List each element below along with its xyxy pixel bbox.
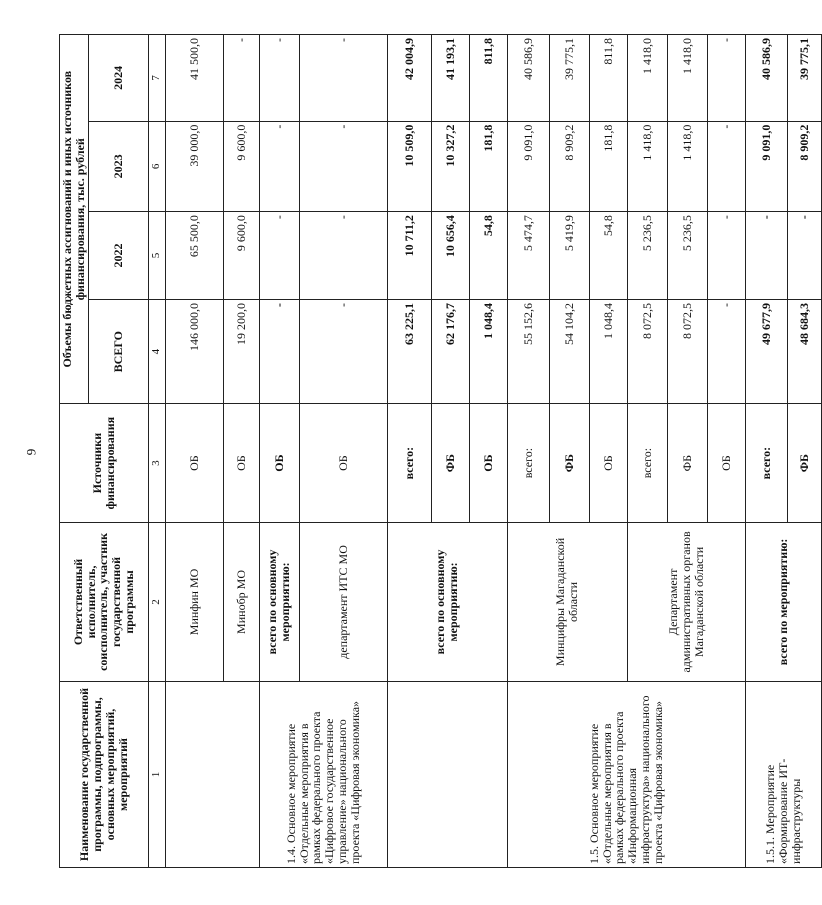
- header-volume: Объемы бюджетных ассигнований и иных источников финансирования, тыс. рублей: [60, 35, 89, 404]
- y2024-cell: 811,8: [589, 35, 627, 122]
- name-cell-empty: [387, 682, 507, 868]
- column-index: 3: [148, 404, 165, 522]
- total-cell: -: [707, 299, 745, 403]
- y2022-cell: 10 711,2: [387, 212, 431, 300]
- source-cell: ОБ: [259, 404, 299, 522]
- y2023-cell: 10 327,2: [431, 121, 469, 211]
- y2022-cell: 54,8: [469, 212, 507, 300]
- y2024-cell: 41 500,0: [165, 35, 223, 122]
- total-cell: 1 048,4: [469, 299, 507, 403]
- y2024-cell: 39 775,1: [549, 35, 589, 122]
- source-cell: ФБ: [549, 404, 589, 522]
- source-cell: ОБ: [223, 404, 259, 522]
- header-total: ВСЕГО: [88, 299, 148, 403]
- y2022-cell: -: [299, 212, 387, 300]
- table-row: [259, 35, 299, 868]
- y2024-cell: -: [707, 35, 745, 122]
- source-cell: всего:: [507, 404, 549, 522]
- source-cell: всего:: [627, 404, 667, 522]
- total-cell: -: [299, 299, 387, 403]
- executor-cell: Департамент административных органов Магаданской области: [627, 522, 745, 681]
- column-index: 2: [148, 522, 165, 681]
- y2024-cell: -: [299, 35, 387, 122]
- y2023-cell: -: [707, 121, 745, 211]
- y2022-cell: -: [787, 212, 821, 300]
- total-cell: 55 152,6: [507, 299, 549, 403]
- header-2024: 2024: [88, 35, 148, 122]
- y2024-cell: 39 775,1: [787, 35, 821, 122]
- y2024-cell: 1 418,0: [627, 35, 667, 122]
- measure-1-5-name: 1.5. Основное мероприятие «Отдельные мероприятия в рамках федерального проекта «Информационная инфраструктура» национального проекта «Цифровая экономика»: [507, 682, 745, 868]
- source-cell: ОБ: [469, 404, 507, 522]
- y2023-cell: 1 418,0: [667, 121, 707, 211]
- y2022-cell: 5 474,7: [507, 212, 549, 300]
- table-row: [165, 35, 223, 868]
- y2023-cell: 39 000,0: [165, 121, 223, 211]
- y2022-cell: 10 656,4: [431, 212, 469, 300]
- source-cell: ФБ: [787, 404, 821, 522]
- total-cell: 1 048,4: [589, 299, 627, 403]
- y2022-cell: 5 236,5: [667, 212, 707, 300]
- total-cell: 54 104,2: [549, 299, 589, 403]
- y2024-cell: -: [259, 35, 299, 122]
- y2023-cell: 9 091,0: [745, 121, 787, 211]
- y2023-cell: 8 909,2: [549, 121, 589, 211]
- y2023-cell: 8 909,2: [787, 121, 821, 211]
- source-cell: ФБ: [431, 404, 469, 522]
- total-cell: 48 684,3: [787, 299, 821, 403]
- budget-allocation-table: [59, 34, 822, 868]
- source-cell: ФБ: [667, 404, 707, 522]
- y2024-cell: 40 586,9: [507, 35, 549, 122]
- executor-cell: Минфин МО: [165, 522, 223, 681]
- y2022-cell: 9 600,0: [223, 212, 259, 300]
- name-cell-empty: [165, 682, 259, 868]
- column-index-row: [148, 35, 165, 868]
- column-index: 6: [148, 121, 165, 211]
- total-cell: -: [259, 299, 299, 403]
- y2023-cell: 181,8: [589, 121, 627, 211]
- column-index: 5: [148, 212, 165, 300]
- header-2022: 2022: [88, 212, 148, 300]
- y2022-cell: -: [707, 212, 745, 300]
- header-row-1: [60, 35, 89, 868]
- y2022-cell: 65 500,0: [165, 212, 223, 300]
- y2024-cell: 40 586,9: [745, 35, 787, 122]
- source-cell: ОБ: [299, 404, 387, 522]
- table-row: [507, 35, 549, 868]
- y2022-cell: 5 236,5: [627, 212, 667, 300]
- y2023-cell: 9 600,0: [223, 121, 259, 211]
- total-cell: 49 677,9: [745, 299, 787, 403]
- executor-cell-total: всего по мероприятию:: [745, 522, 821, 681]
- y2023-cell: 10 509,0: [387, 121, 431, 211]
- source-cell: ОБ: [165, 404, 223, 522]
- total-cell: 146 000,0: [165, 299, 223, 403]
- header-source: Источники финансирования: [60, 404, 149, 522]
- column-index: 7: [148, 35, 165, 122]
- y2024-cell: 41 193,1: [431, 35, 469, 122]
- y2024-cell: 811,8: [469, 35, 507, 122]
- total-cell: 63 225,1: [387, 299, 431, 403]
- column-index: 1: [148, 682, 165, 868]
- table-row: [387, 35, 431, 868]
- total-cell: 19 200,0: [223, 299, 259, 403]
- source-cell: всего:: [745, 404, 787, 522]
- table-row: [745, 35, 787, 868]
- y2022-cell: 54,8: [589, 212, 627, 300]
- executor-cell: Минобр МО: [223, 522, 259, 681]
- budget-table-sheet: [59, 34, 811, 868]
- executor-cell: департамент ИТС МО: [299, 522, 387, 681]
- source-cell: ОБ: [589, 404, 627, 522]
- y2024-cell: 1 418,0: [667, 35, 707, 122]
- y2024-cell: -: [223, 35, 259, 122]
- executor-cell-total: всего по основному мероприятию:: [387, 522, 507, 681]
- total-cell: 62 176,7: [431, 299, 469, 403]
- measure-1-4-name: 1.4. Основное мероприятие «Отдельные мероприятия в рамках федерального проекта «Цифровое государственное управление» национального проекта «Цифровая экономика»: [259, 682, 387, 868]
- y2022-cell: 5 419,9: [549, 212, 589, 300]
- y2023-cell: -: [299, 121, 387, 211]
- column-index: 4: [148, 299, 165, 403]
- y2022-cell: -: [259, 212, 299, 300]
- y2022-cell: -: [745, 212, 787, 300]
- header-2023: 2023: [88, 121, 148, 211]
- executor-cell-total: всего по основному мероприятию:: [259, 522, 299, 681]
- source-cell: ОБ: [707, 404, 745, 522]
- y2023-cell: 1 418,0: [627, 121, 667, 211]
- header-name: Наименование государственной программы, подпрограммы, основных мероприятий, мероприятий: [60, 682, 149, 868]
- page-number: 9: [23, 448, 39, 456]
- executor-cell: Минцифры Магаданской области: [507, 522, 627, 681]
- header-executor: Ответственный исполнитель, соисполнитель, участник государственной программы: [60, 522, 149, 681]
- y2023-cell: 181,8: [469, 121, 507, 211]
- total-cell: 8 072,5: [627, 299, 667, 403]
- total-cell: 8 072,5: [667, 299, 707, 403]
- source-cell: всего:: [387, 404, 431, 522]
- y2023-cell: 9 091,0: [507, 121, 549, 211]
- y2023-cell: -: [259, 121, 299, 211]
- y2024-cell: 42 004,9: [387, 35, 431, 122]
- measure-1-5-1-name: 1.5.1. Мероприятие «Формирование ИТ-инфраструктуры: [745, 682, 821, 868]
